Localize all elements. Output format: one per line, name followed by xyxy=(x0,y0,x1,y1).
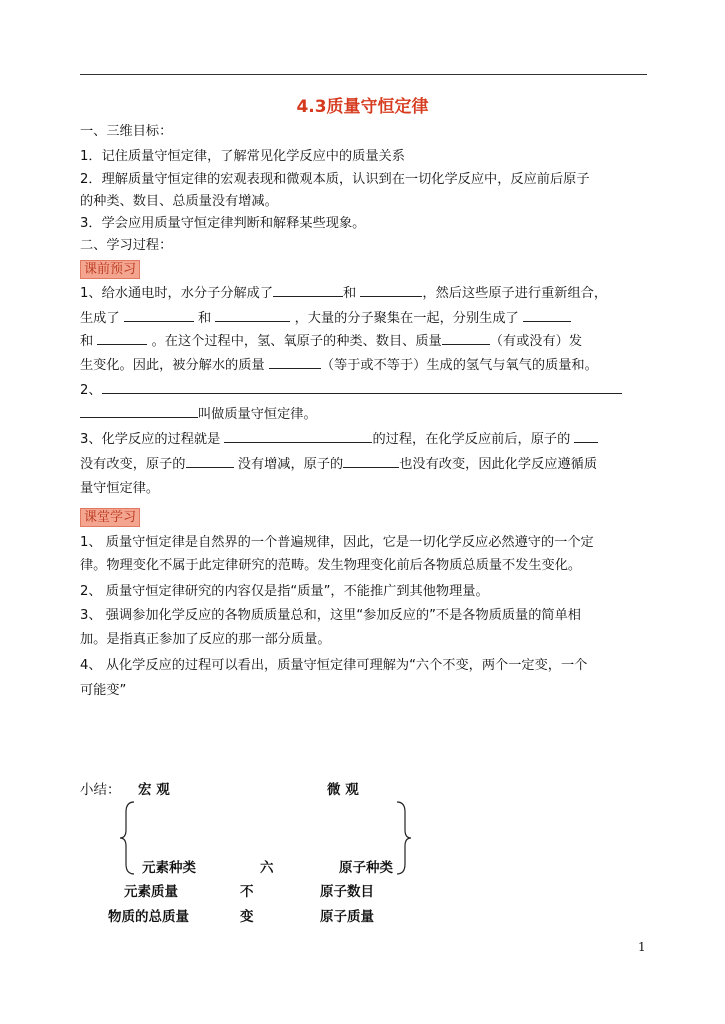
answer-blank[interactable] xyxy=(273,284,343,297)
classroom-p2: 2、 质量守恒定律研究的内容仅是指“质量”，不能推广到其他物理量。 xyxy=(80,584,489,599)
answer-blank[interactable] xyxy=(124,309,194,322)
preview-q3-line2: 没有改变，原子的 没有增减，原子的 也没有改变，因此化学反应遵循质 xyxy=(80,457,598,472)
objective-line-4: 3．学会应用质量守恒定律判断和解释某些现象。 xyxy=(80,216,366,231)
left-brace-icon xyxy=(118,800,138,876)
summary-macro-heading: 宏 观 xyxy=(138,782,170,798)
classroom-p3-line1: 3、 强调参加化学反应的各物质质量总和，这里“参加反应的”不是各物质质量的简单相 xyxy=(80,608,581,623)
answer-blank[interactable] xyxy=(343,455,399,468)
summary-row-2-micro: 原子数目 xyxy=(320,884,374,900)
answer-blank[interactable] xyxy=(80,405,198,418)
page-title: 4.3质量守恒定律 xyxy=(296,97,429,117)
answer-blank[interactable] xyxy=(269,356,321,369)
summary-row-1-mid: 六 xyxy=(260,860,274,876)
summary-row-3-micro: 原子质量 xyxy=(320,909,374,925)
answer-blank[interactable] xyxy=(523,309,571,322)
right-brace-icon xyxy=(393,800,413,876)
answer-blank[interactable] xyxy=(215,309,290,322)
answer-blank[interactable] xyxy=(224,430,372,443)
answer-blank[interactable] xyxy=(102,381,622,394)
objectives-heading: 一、三维目标： xyxy=(80,124,173,139)
answer-blank[interactable] xyxy=(186,455,234,468)
summary-row-1-macro: 元素种类 xyxy=(142,860,196,876)
preview-q3-line3: 量守恒定律。 xyxy=(80,481,160,496)
summary-row-1-micro: 原子种类 xyxy=(339,860,393,876)
summary-row-3-macro: 物质的总质量 xyxy=(108,909,189,925)
preview-q2-line1: 2、 xyxy=(80,381,622,400)
summary-label: 小结： xyxy=(80,782,121,798)
classroom-p4-line2: 可能变” xyxy=(80,683,127,698)
objective-line-1: 1．记住质量守恒定律，了解常见化学反应中的质量关系 xyxy=(80,149,405,164)
preview-q2-line2: 叫做质量守恒定律。 xyxy=(80,405,317,424)
classroom-p3-line2: 加。是指真正参加了反应的那一部分质量。 xyxy=(80,632,331,647)
summary-micro-heading: 微 观 xyxy=(327,782,359,798)
objective-line-3: 的种类、数目、总质量没有增减。 xyxy=(80,194,278,209)
answer-blank[interactable] xyxy=(97,332,147,345)
summary-row-2-macro: 元素质量 xyxy=(124,884,178,900)
preview-q1-line1: 1、给水通电时，水分子分解成了 和 ，然后这些原子进行重新组合， xyxy=(80,286,608,301)
answer-blank[interactable] xyxy=(360,284,422,297)
preview-q1-line2: 生成了 和 ，大量的分子聚集在一起，分别生成了 xyxy=(80,309,571,328)
answer-blank[interactable] xyxy=(442,332,490,345)
summary-row-2-mid: 不 xyxy=(240,884,254,900)
classroom-p1-line1: 1、 质量守恒定律是自然界的一个普遍规律，因此，它是一切化学反应必然遵守的一个定 xyxy=(80,535,594,550)
classroom-p4-line1: 4、 从化学反应的过程可以看出，质量守恒定律可理解为“六个不变，两个一定变，一个 xyxy=(80,658,588,673)
classroom-tag: 课堂学习 xyxy=(80,508,140,527)
summary-row-3-mid: 变 xyxy=(240,909,254,925)
page-number: 1 xyxy=(638,940,646,954)
preview-tag: 课前预习 xyxy=(80,260,140,279)
process-heading: 二、学习过程： xyxy=(80,238,173,253)
classroom-p1-line2: 律。物理变化不属于此定律研究的范畴。发生物理变化前后各物质总质量不发生变化。 xyxy=(80,558,582,573)
answer-blank[interactable] xyxy=(574,430,598,443)
preview-q3-line1: 3、化学反应的过程就是 的过程，在化学反应前后，原子的 xyxy=(80,430,598,449)
header-rule xyxy=(80,74,647,75)
preview-q1-line3: 和 。在这个过程中，氢、氧原子的种类、数目、质量 （有或没有）发 xyxy=(80,334,583,349)
preview-q1-line4: 生变化。因此，被分解水的质量 （等于或不等于）生成的氢气与氧气的质量和。 xyxy=(80,358,598,373)
objective-line-2: 2．理解质量守恒定律的宏观表现和微观本质，认识到在一切化学反应中，反应前后原子 xyxy=(80,172,590,187)
